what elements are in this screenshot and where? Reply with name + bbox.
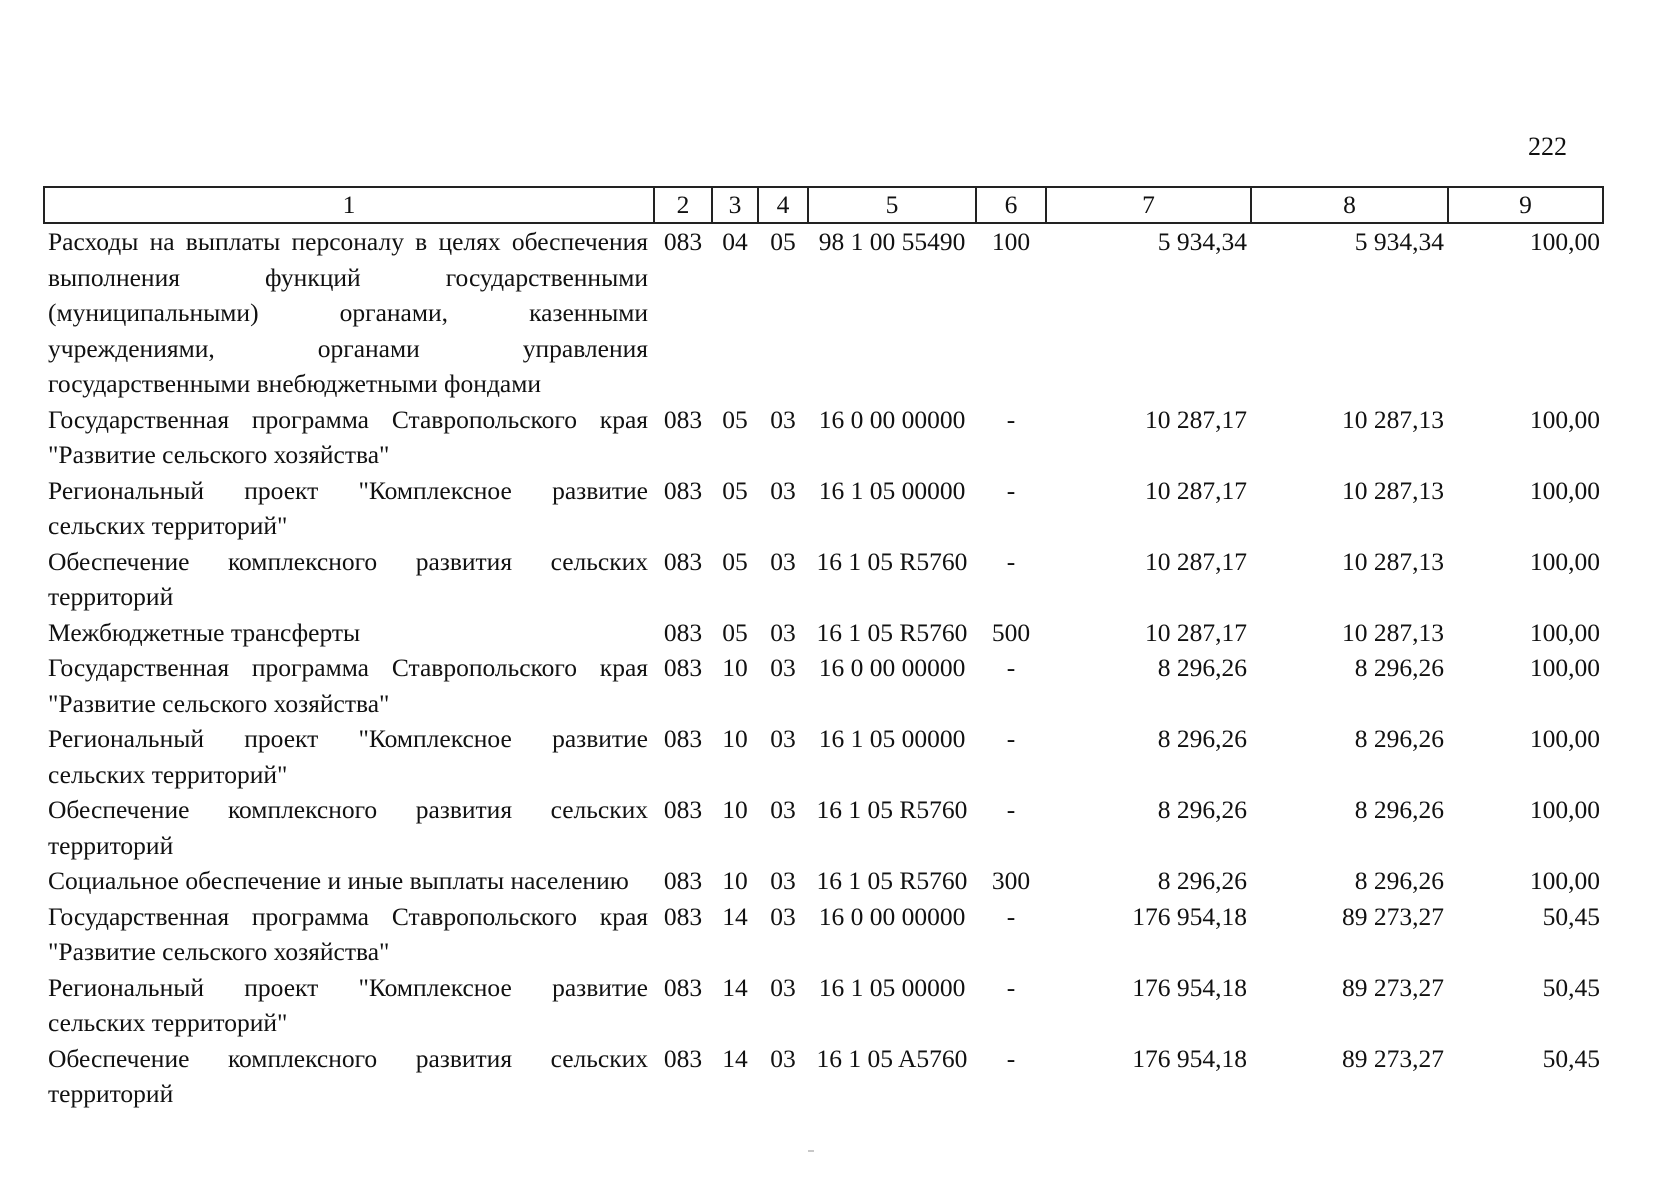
table-row [44,863,1603,899]
row-planned-amount: 10 287,17 [1145,617,1247,647]
row-planned-amount: 8 296,26 [1157,724,1247,753]
header-col-9: 9 [1448,187,1603,223]
row-planned-amount: 8 296,26 [1157,795,1247,824]
header-row [44,187,1603,223]
row-target-article: 16 1 05 00000 [818,972,966,1002]
row-expense-type: 300 [991,866,1031,895]
row-executed-amount: 8 296,26 [1354,866,1444,895]
row-section-code: 10 [722,724,748,753]
row-expense-type: - [1006,653,1016,682]
row-execution-percent: 100,00 [1529,546,1600,576]
row-planned-amount: 8 296,26 [1157,653,1247,682]
row-execution-percent: 50,45 [1542,901,1600,931]
row-planned-amount: 176 954,18 [1132,972,1247,1002]
header-col-6: 6 [976,187,1046,223]
row-ministry-code: 083 [663,901,703,931]
row-target-article: 16 1 05 R5760 [816,866,968,895]
row-execution-percent: 100,00 [1529,724,1600,753]
row-ministry-code: 083 [663,404,703,434]
row-ministry-code: 083 [663,227,703,256]
row-target-article: 16 1 05 00000 [818,475,966,505]
table-row [44,544,1603,615]
row-target-article: 16 0 00 00000 [818,901,966,931]
row-executed-amount: 8 296,26 [1354,724,1444,753]
row-section-code: 14 [722,972,748,1002]
row-section-code: 14 [722,901,748,931]
row-execution-percent: 100,00 [1529,475,1600,505]
row-expense-type: - [1006,546,1016,576]
table-row [44,473,1603,544]
row-executed-amount: 10 287,13 [1342,404,1444,434]
header-col-1: 1 [44,187,654,223]
row-expense-name: Государственная программа Ставропольского края "Развитие сельского хозяйства" [48,404,648,469]
row-planned-amount: 176 954,18 [1132,1043,1247,1073]
row-expense-type: - [1006,1043,1016,1073]
table-row [44,402,1603,473]
row-section-code: 05 [722,404,748,434]
row-expense-type: - [1006,901,1016,931]
row-execution-percent: 50,45 [1542,972,1600,1002]
header-col-4: 4 [758,187,808,223]
row-executed-amount: 89 273,27 [1342,1043,1444,1073]
row-expense-name: Обеспечение комплексного развития сельских территорий [48,546,648,611]
row-target-article: 16 1 05 00000 [818,724,966,753]
table-row [44,899,1603,970]
row-ministry-code: 083 [663,653,703,682]
row-execution-percent: 100,00 [1529,617,1600,647]
row-execution-percent: 100,00 [1529,795,1600,824]
row-ministry-code: 083 [663,972,703,1002]
header-col-3: 3 [712,187,758,223]
row-planned-amount: 10 287,17 [1145,546,1247,576]
row-execution-percent: 100,00 [1529,404,1600,434]
row-section-code: 05 [722,475,748,505]
row-target-article: 16 1 05 A5760 [816,1043,968,1073]
table-row [44,615,1603,651]
table-row [44,223,1603,402]
table-row [44,1041,1603,1112]
page-number: 222 [1528,132,1567,161]
row-expense-name: Межбюджетные трансферты [48,617,361,647]
row-ministry-code: 083 [663,724,703,753]
row-execution-percent: 50,45 [1542,1043,1600,1073]
row-planned-amount: 176 954,18 [1132,901,1247,931]
row-expense-name: Региональный проект "Комплексное развитие сельских территорий" [48,475,648,540]
row-expense-name: Региональный проект "Комплексное развитие сельских территорий" [48,972,648,1037]
row-expense-type: - [1006,972,1016,1002]
row-subsection-code: 03 [770,866,796,895]
row-ministry-code: 083 [663,475,703,505]
row-expense-name: Государственная программа Ставропольского края "Развитие сельского хозяйства" [48,653,648,718]
header-col-2: 2 [654,187,712,223]
row-ministry-code: 083 [663,1043,703,1073]
row-expense-type: 500 [991,617,1031,647]
row-planned-amount: 8 296,26 [1157,866,1247,895]
row-target-article: 16 1 05 R5760 [816,795,968,824]
row-executed-amount: 89 273,27 [1342,972,1444,1002]
header-col-7: 7 [1046,187,1251,223]
row-executed-amount: 10 287,13 [1342,617,1444,647]
row-ministry-code: 083 [663,546,703,576]
table-row [44,970,1603,1041]
row-section-code: 04 [722,227,748,256]
row-execution-percent: 100,00 [1529,866,1600,895]
row-executed-amount: 8 296,26 [1354,653,1444,682]
row-planned-amount: 10 287,17 [1145,404,1247,434]
row-expense-type: - [1006,724,1016,753]
row-subsection-code: 03 [770,617,796,647]
row-target-article: 16 0 00 00000 [818,653,966,682]
row-ministry-code: 083 [663,795,703,824]
table-row [44,792,1603,863]
row-expense-name: Государственная программа Ставропольского края "Развитие сельского хозяйства" [48,901,648,966]
table-row [44,721,1603,792]
row-expense-type: - [1006,475,1016,505]
row-expense-name: Региональный проект "Комплексное развитие сельских территорий" [48,724,648,789]
table-row [44,650,1603,721]
row-expense-name: Обеспечение комплексного развития сельских территорий [48,1043,648,1108]
row-section-code: 10 [722,653,748,682]
budget-table [43,186,1604,1112]
row-executed-amount: 8 296,26 [1354,795,1444,824]
row-execution-percent: 100,00 [1529,227,1600,256]
row-expense-type: - [1006,404,1016,434]
row-subsection-code: 03 [770,972,796,1002]
row-planned-amount: 5 934,34 [1157,227,1247,256]
row-section-code: 10 [722,866,748,895]
row-executed-amount: 10 287,13 [1342,546,1444,576]
row-subsection-code: 03 [770,795,796,824]
row-section-code: 14 [722,1043,748,1073]
table-body [44,223,1603,1112]
row-expense-name: Расходы на выплаты персоналу в целях обеспечения выполнения функций государственными (муниципальными) органами, казенными учреждениями, органами управления государственными внебюджетными фондами [48,227,648,398]
header-col-5: 5 [808,187,976,223]
row-executed-amount: 89 273,27 [1342,901,1444,931]
row-target-article: 16 0 00 00000 [818,404,966,434]
row-executed-amount: 10 287,13 [1342,475,1444,505]
row-target-article: 16 1 05 R5760 [816,617,968,647]
row-subsection-code: 03 [770,1043,796,1073]
row-executed-amount: 5 934,34 [1354,227,1444,256]
row-subsection-code: 03 [770,404,796,434]
row-target-article: 16 1 05 R5760 [816,546,968,576]
row-subsection-code: 05 [770,227,796,256]
row-subsection-code: 03 [770,653,796,682]
row-execution-percent: 100,00 [1529,653,1600,682]
row-section-code: 10 [722,795,748,824]
row-expense-type: - [1006,795,1016,824]
row-section-code: 05 [722,546,748,576]
header-col-8: 8 [1251,187,1448,223]
row-ministry-code: 083 [663,617,703,647]
scan-artifact [808,1150,814,1152]
row-expense-type: 100 [991,227,1031,256]
row-subsection-code: 03 [770,724,796,753]
row-ministry-code: 083 [663,866,703,895]
row-target-article: 98 1 00 55490 [818,227,966,256]
row-section-code: 05 [722,617,748,647]
row-expense-name: Обеспечение комплексного развития сельских территорий [48,795,648,860]
row-subsection-code: 03 [770,546,796,576]
row-subsection-code: 03 [770,475,796,505]
row-expense-name: Социальное обеспечение и иные выплаты населению [48,866,629,895]
row-planned-amount: 10 287,17 [1145,475,1247,505]
row-subsection-code: 03 [770,901,796,931]
